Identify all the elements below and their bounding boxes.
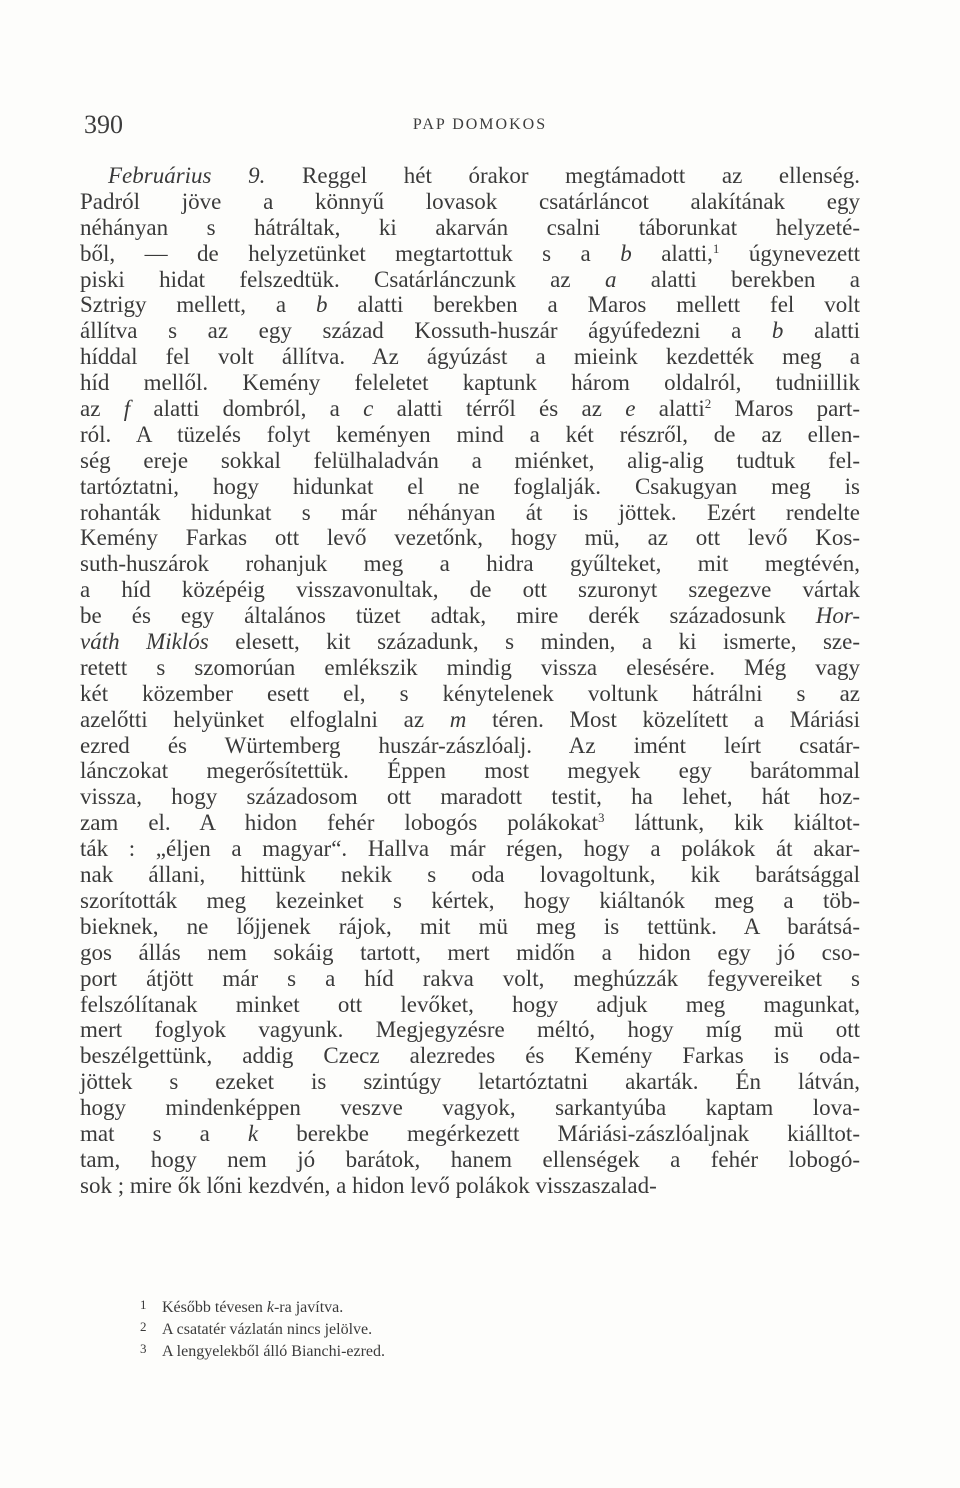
body-text — [80, 163, 860, 1199]
text-line: Februárius 9. Reggel hét órakor megtámadott az ellenség. — [108, 163, 861, 188]
text-line: mat s a k berekbe megérkezett Máriási-zászlóaljnak kiálltot- — [80, 1120, 860, 1146]
text-line: mert foglyok vagyunk. Megjegyzésre méltó, hogy míg mü ott — [80, 1017, 860, 1043]
text-line: szorították meg kezeinket s kértek, hogy kiáltanók meg a töb- — [80, 887, 860, 913]
text-line: Kemény Farkas ott levő vezetőnk, hogy mü, az ott levő Kos- — [80, 525, 860, 551]
footnote: 3 A lengyelekből álló Bianchi-ezred. — [140, 1341, 386, 1360]
text-line: híddal fel volt állítva. Az ágyúzást a mieink kezdették meg a — [80, 344, 860, 370]
text-line: piski hidat felszedtük. Csatárlánczunk az a alatti berekben a — [80, 266, 860, 292]
text-line: retett s szomorúan emlékszik mindig vissza elesésére. Még vagy — [80, 654, 860, 680]
text-line: nak állani, hittünk nekik s oda lovagoltunk, kik barátsággal — [80, 862, 860, 888]
text-line: ezred és Würtemberg huszár-zászlóalj. Az imént leírt csatár- — [80, 732, 860, 758]
text-line: lánczokat megerősítettük. Éppen most megyek egy barátommal — [80, 758, 860, 784]
text-line: két közember esett el, s kénytelenek voltunk hátrálni s az — [80, 680, 860, 706]
footnote: 1 Később tévesen k-ra javítva. — [140, 1297, 344, 1316]
text-line: vissza, hogy századosom ott maradott testit, ha lehet, hát hoz- — [80, 784, 860, 810]
text-line: állítva s az egy század Kossuth-huszár ágyúfedezni a b alatti — [80, 318, 860, 344]
text-line: beszélgettünk, addig Czecz alezredes és Kemény Farkas is oda- — [80, 1043, 860, 1069]
text-line: port átjött már s a híd rakva volt, meghúzzák fegyvereiket s — [80, 965, 860, 991]
text-line: néhányan s hátráltak, ki akarván csalni táborunkat helyzeté- — [80, 214, 860, 240]
footnotes — [140, 1294, 740, 1360]
text-line: a híd középéig visszavonultak, de ott szuronyt szegezve vártak — [80, 577, 860, 603]
text-line: rohanták hidunkat s már néhányan át is jöttek. Ezért rendelte — [80, 499, 860, 525]
text-line: suth-huszárok rohanjuk meg a hidra gyűlteket, mit megtévén, — [80, 551, 860, 577]
text-line: sok ; mire ők lőni kezdvén, a hidon levő polákok visszaszalad- — [80, 1172, 657, 1198]
text-line: ből, — de helyzetünket megtartottuk s a b alatti,$^1$ úgynevezett — [80, 240, 860, 266]
text-line: gos állás nem sokáig tartott, mert midőn a hidon egy jó cso- — [80, 939, 860, 965]
text-line: váth Miklós elesett, kit századunk, s minden, a ki ismerte, sze- — [80, 629, 861, 655]
text-line: Padról jöve a könnyű lovasok csatárláncot alakítának egy — [80, 188, 860, 214]
text-line: az f alatti dombról, a c alatti térről és az e alatti$^2$ Maros part- — [80, 396, 860, 422]
text-line: be és egy általános tüzet adtak, mire derék századosunk Hor- — [80, 603, 860, 629]
text-line: ség ereje sokkal felülhaladván a miénket, alig-alig tudtuk fel- — [80, 447, 860, 473]
footnote: 2 A csatatér vázlatán nincs jelölve. — [140, 1319, 373, 1338]
text-line: felszólítanak minket ott levőket, hogy adjuk meg magunkat, — [80, 991, 860, 1017]
text-line: hogy mindenképpen veszve vagyok, sarkantyúba kaptam lova- — [80, 1095, 860, 1121]
text-line: tartóztatni, hogy hidunkat el ne foglalják. Csakugyan meg is — [80, 473, 860, 499]
text-line: ról. A tüzelés folyt keményen mind a két részről, de az ellen- — [80, 421, 860, 447]
text-line: bieknek, ne lőjjenek rájok, mit mü meg is tettünk. A barátsá- — [80, 913, 860, 939]
text-line: zam el. A hidon fehér lobogós polákokat$^3$ láttunk, kik kiáltot- — [80, 810, 860, 836]
text-line: ták : „éljen a magyar“. Hallva már régen, hogy a polákok át akar- — [80, 836, 860, 862]
running-head: PAP DOMOKOS — [412, 116, 548, 133]
page-number: 390 — [84, 110, 123, 139]
text-line: tam, hogy nem jó barátok, hanem ellenségek a fehér lobogó- — [80, 1146, 860, 1172]
text-line: Sztrigy mellett, a b alatti berekben a Maros mellett fel volt — [80, 292, 861, 318]
text-line: azelőtti helyünket elfoglalni az m téren. Most közelített a Máriási — [80, 706, 860, 732]
text-line: jöttek s ezeket is szintúgy letartóztatni akarták. Én látván, — [80, 1069, 860, 1095]
text-line: híd mellől. Kemény feleletet kaptunk három oldalról, tudniillik — [80, 370, 860, 396]
